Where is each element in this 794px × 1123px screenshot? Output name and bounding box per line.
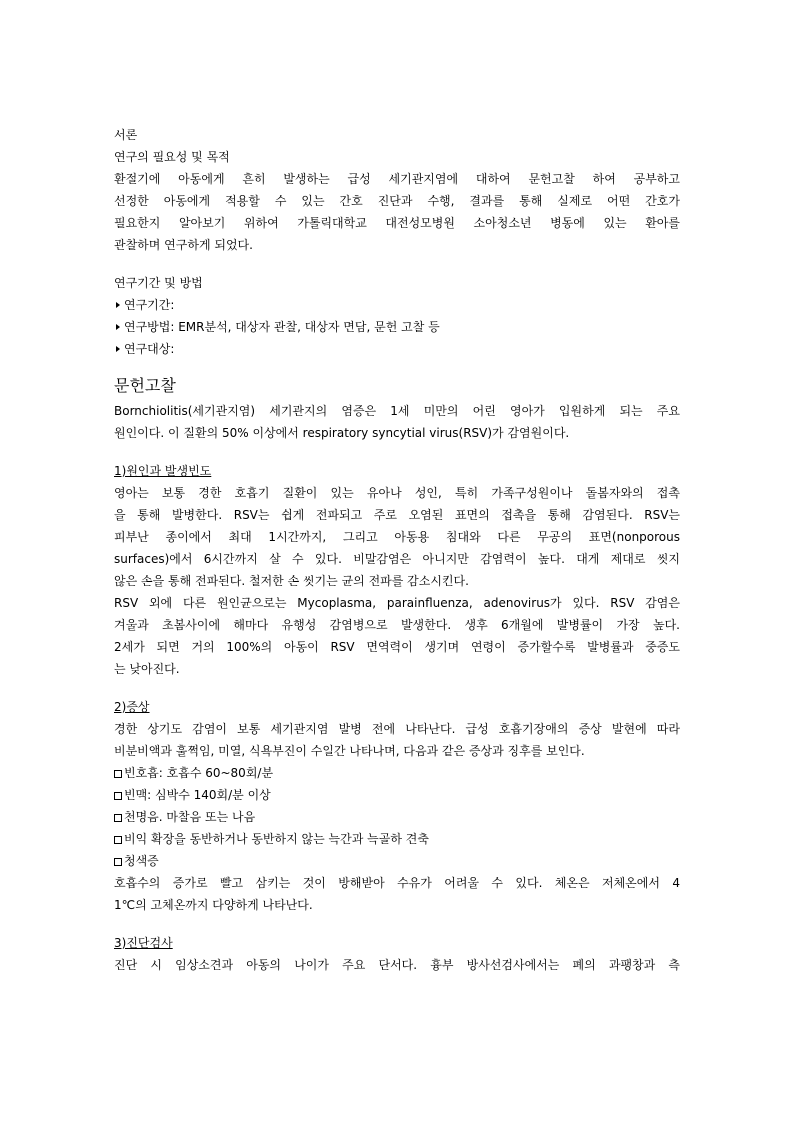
diagnosis-title: 3)진단검사: [114, 936, 173, 950]
spacer: [114, 444, 680, 460]
cause-line: RSV 외에 다른 원인균으로는 Mycoplasma, parainfluenza, adenovirus가 있다. RSV 감염은: [114, 596, 680, 610]
spacer: [114, 916, 680, 932]
cause-line: 는 낮아진다.: [114, 662, 180, 676]
cause-line: 을 통해 발병한다. RSV는 쉽게 전파되고 주로 오염된 표면의 접촉을 통해 감염된다. RSV는: [114, 508, 680, 522]
cause-line: 겨울과 초봄사이에 해마다 유행성 감염병으로 발생한다. 생후 6개월에 발병률이 가장 높다.: [114, 618, 680, 632]
section-title-intro: 서론: [114, 128, 138, 142]
subtitle-purpose: 연구의 필요성 및 목적: [114, 150, 230, 164]
triangle-bullet-icon: [116, 302, 120, 308]
literature-line: Bornchiolitis(세기관지염) 세기관지의 염증은 1세 미만의 어린 영아가 입원하게 되는 주요: [114, 404, 680, 418]
method-bullet: 연구방법: EMR분석, 대상자 관찰, 대상자 면담, 문헌 고찰 등: [114, 316, 680, 338]
symptom-item: 청색증: [114, 850, 680, 872]
cause-line: surfaces)에서 6시간까지 살 수 있다. 비말감염은 아니지만 감염력이 높다. 대게 제대로 씻지: [114, 552, 680, 566]
symptom-item: 빈맥: 심박수 140회/분 이상: [114, 784, 680, 806]
intro-line: 환절기에 아동에게 흔히 발생하는 급성 세기관지염에 대하여 문헌고찰 하여 공부하고: [114, 172, 680, 186]
symptom-item: 천명음. 마찰음 또는 나음: [114, 806, 680, 828]
checkbox-bullet-icon: [114, 792, 122, 800]
diagnosis-line: 진단 시 임상소견과 아동의 나이가 주요 단서다. 흉부 방사선검사에서는 폐의 과팽창과 측: [114, 958, 680, 972]
method-bullet: 연구대상:: [114, 338, 680, 360]
symptom-item: 빈호흡: 호흡수 60~80회/분: [114, 762, 680, 784]
document-page: [114, 124, 680, 976]
cause-title: 1)원인과 발생빈도: [114, 464, 212, 478]
intro-line: 선정한 아동에게 적용할 수 있는 간호 진단과 수행, 결과를 통해 실제로 어떤 간호가: [114, 194, 680, 208]
triangle-bullet-icon: [116, 346, 120, 352]
triangle-bullet-icon: [116, 324, 120, 330]
literature-title: 문헌고찰: [114, 376, 176, 395]
symptoms-after-line: 호흡수의 증가로 빨고 삼키는 것이 방해받아 수유가 어려울 수 있다. 체온은 저체온에서 4: [114, 876, 680, 890]
symptoms-after-line: 1℃의 고체온까지 다양하게 나타난다.: [114, 898, 313, 912]
checkbox-bullet-icon: [114, 814, 122, 822]
cause-line: 영아는 보통 경한 호흡기 질환이 있는 유아나 성인, 특히 가족구성원이나 돌봄자와의 접촉: [114, 486, 680, 500]
spacer: [114, 680, 680, 696]
symptoms-line: 경한 상기도 감염이 보통 세기관지염 발병 전에 나타난다. 급성 호흡기장애의 증상 발현에 따라: [114, 722, 680, 736]
cause-line: 피부난 종이에서 최대 1시간까지, 그리고 아동용 침대와 다른 무공의 표면(nonporous: [114, 530, 680, 544]
checkbox-bullet-icon: [114, 836, 122, 844]
checkbox-bullet-icon: [114, 770, 122, 778]
spacer: [114, 256, 680, 272]
symptoms-line: 비분비액과 훌쩍임, 미열, 식욕부진이 수일간 나타나며, 다음과 같은 증상과 징후를 보인다.: [114, 744, 585, 758]
method-title: 연구기간 및 방법: [114, 276, 203, 290]
method-bullet: 연구기간:: [114, 294, 680, 316]
symptom-item: 비익 확장을 동반하거나 동반하지 않는 늑간과 늑골하 견축: [114, 828, 680, 850]
spacer: [114, 360, 680, 372]
checkbox-bullet-icon: [114, 858, 122, 866]
cause-line: 2세가 되면 거의 100%의 아동이 RSV 면역력이 생기며 연령이 증가할수록 발병률과 중증도: [114, 640, 680, 654]
symptoms-title: 2)증상: [114, 700, 150, 714]
intro-line: 필요한지 알아보기 위하여 가톨릭대학교 대전성모병원 소아청소년 병동에 있는 환아를: [114, 216, 680, 230]
intro-line: 관찰하며 연구하게 되었다.: [114, 238, 253, 252]
literature-line: 원인이다. 이 질환의 50% 이상에서 respiratory syncytial virus(RSV)가 감염원이다.: [114, 426, 570, 440]
cause-line: 않은 손을 통해 전파된다. 철저한 손 씻기는 균의 전파를 감소시킨다.: [114, 574, 469, 588]
